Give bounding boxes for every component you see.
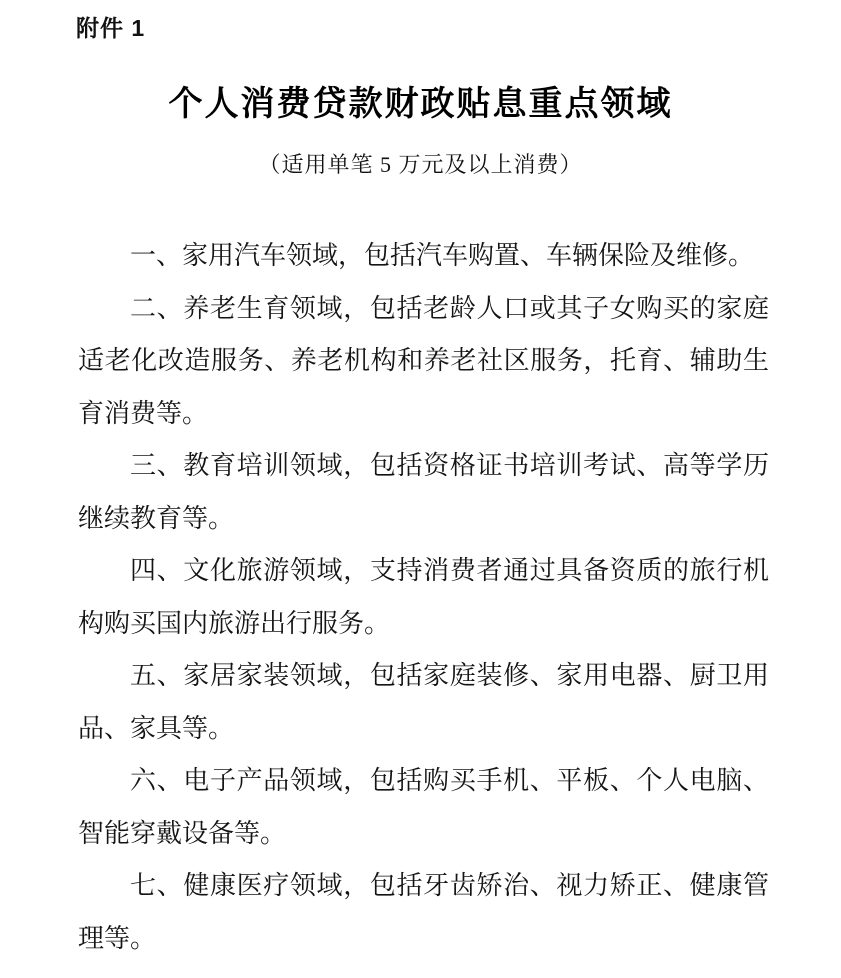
body-paragraph-eldercare-area: 二、养老生育领域，包括老龄人口或其子女购买的家庭适老化改造服务、养老机构和养老社区服务，托育、辅助生育消费等。	[78, 293, 769, 428]
body-paragraph-electronics-area: 六、电子产品领域，包括购买手机、平板、个人电脑、智能穿戴设备等。	[78, 766, 769, 848]
document-body	[78, 230, 769, 965]
body-paragraph-home-area: 五、家居家装领域，包括家庭装修、家用电器、厨卫用品、家具等。	[78, 661, 769, 743]
body-paragraph-health-area: 七、健康医疗领域，包括牙齿矫治、视力矫正、健康管理等。	[78, 871, 769, 953]
body-paragraph-tourism-area: 四、文化旅游领域，支持消费者通过具备资质的旅行机构购买国内旅游出行服务。	[78, 556, 769, 638]
body-paragraph-auto-area: 一、家用汽车领域，包括汽车购置、车辆保险及维修。	[130, 241, 755, 270]
attachment-label: 附件 1	[76, 15, 146, 41]
document-title: 个人消费贷款财政贴息重点领域	[168, 86, 673, 123]
document-subtitle: （适用单笔 5 万元及以上消费）	[258, 152, 583, 177]
body-paragraph-education-area: 三、教育培训领域，包括资格证书培训考试、高等学历继续教育等。	[78, 451, 769, 533]
